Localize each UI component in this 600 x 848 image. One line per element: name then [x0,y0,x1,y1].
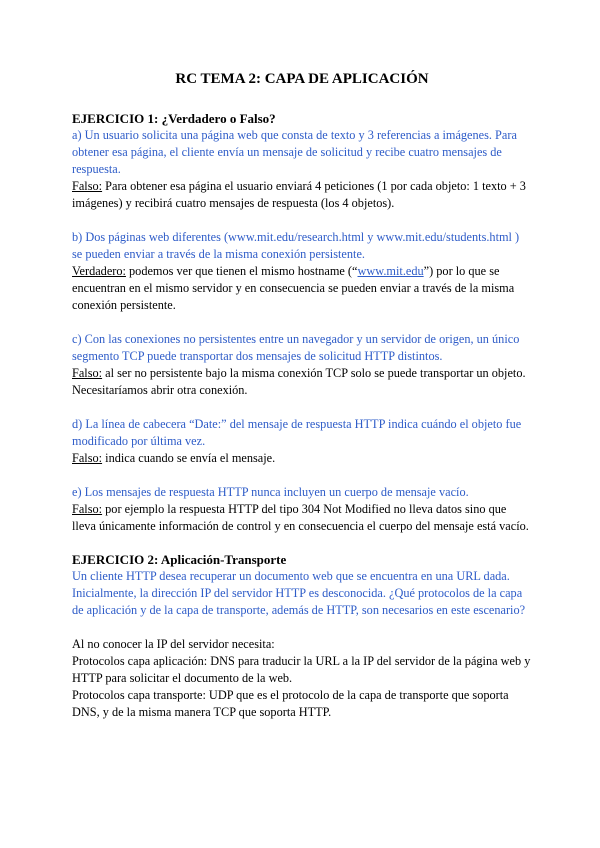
verdict-label: Verdadero: [72,264,126,278]
exercise-1-question-d: d) La línea de cabecera “Date:” del mensaje de respuesta HTTP indica cuándo el objeto fue modificado por última vez. [72,417,522,448]
answer-text: Para obtener esa página el usuario enviará 4 peticiones (1 por cada objeto: 1 texto + 3 imágenes) y recibirá cuatro mensajes de respuesta (los 4 objetos). [72,179,526,210]
answer-text: podemos ver que tienen el mismo hostname (“ [125,264,358,278]
verdict-label: Falso: [72,451,103,465]
exercise-2-answer-intro: Al no conocer la IP del servidor necesita: [72,637,275,651]
exercise-1-answer-d [72,450,532,467]
exercise-2-answer-transport: Protocolos capa transporte: UDP que es el protocolo de la capa de transporte que soporta DNS, y de la misma manera TCP que soporta HTTP. [72,688,509,719]
document-title: RC TEMA 2: CAPA DE APLICACIÓN [175,71,429,87]
exercise-1-question-e: e) Los mensajes de respuesta HTTP nunca incluyen un cuerpo de mensaje vacío. [72,485,469,499]
exercise-1-answer-c [72,365,532,399]
hostname-link[interactable]: www.mit.edu [357,264,424,278]
answer-text: al ser no persistente bajo la misma conexión TCP solo se puede transportar un objeto. Necesitaríamos abrir otra conexión. [72,366,526,397]
exercise-1-answer-e [72,501,532,535]
exercise-1-question-c: c) Con las conexiones no persistentes entre un navegador y un servidor de origen, un único segmento TCP puede transportar dos mensajes de solicitud HTTP distintos. [72,332,520,363]
document-page [72,70,532,721]
exercise-2-heading: EJERCICIO 2: Aplicación-Transporte [72,552,287,567]
exercise-1-answer-a [72,178,532,212]
exercise-2-question: Un cliente HTTP desea recuperar un documento web que se encuentra en una URL dada. Inicialmente, la dirección IP del servidor HTTP es desconocida. ¿Qué protocolos de la capa de aplicación y de la capa de transporte, además de HTTP, son necesarios en este escenario? [72,569,526,617]
answer-text: por ejemplo la respuesta HTTP del tipo 304 Not Modified no lleva datos sino que lleva únicamente información de control y en consecuencia el cuerpo del mensaje está vacío. [72,502,529,533]
answer-text: ”) por lo que se encuentran en el mismo servidor y en consecuencia se pueden enviar a través de la misma conexión persistente. [72,264,515,312]
exercise-1-question-b: b) Dos páginas web diferentes (www.mit.edu/research.html y www.mit.edu/students.html ) se pueden enviar a través de la misma conexión persistente. [72,230,520,261]
exercise-1-answer-b [72,263,532,314]
verdict-label: Falso: [72,179,103,193]
exercise-1-heading: EJERCICIO 1: ¿Verdadero o Falso? [72,111,276,126]
answer-text: indica cuando se envía el mensaje. [102,451,276,465]
exercise-1-question-a: a) Un usuario solicita una página web que consta de texto y 3 referencias a imágenes. Para obtener esa página, el cliente envía un mensaje de solicitud y recibe cuatro mensajes de respuesta. [72,128,517,176]
exercise-2-answer-application: Protocolos capa aplicación: DNS para traducir la URL a la IP del servidor de la página web y HTTP para solicitar el documento de la web. [72,654,531,685]
verdict-label: Falso: [72,366,103,380]
verdict-label: Falso: [72,502,103,516]
